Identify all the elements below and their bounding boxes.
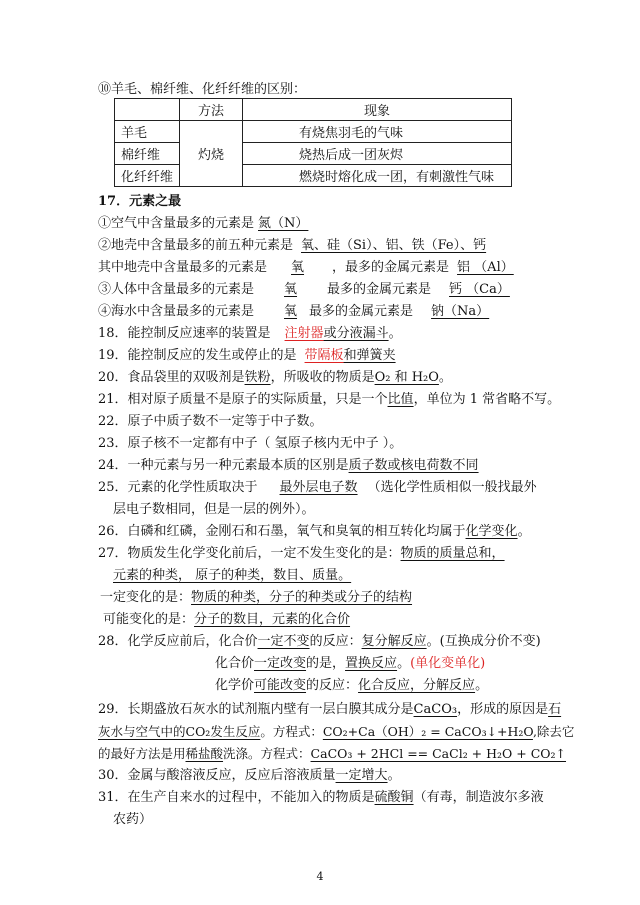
table-cell: 化纤纤维 [115, 165, 180, 187]
table-cell: 烧热后成一团灰烬 [243, 143, 512, 165]
table-header-cell [115, 99, 180, 121]
item-18: 18．能控制反应速率的装置是 注射器或分液漏斗。 [98, 326, 402, 341]
item-28-line3: 化学价可能改变的反应：化合反应，分解反应。 [215, 678, 489, 693]
table-row [115, 121, 512, 143]
item-31: 31．在生产自来水的过程中，不能加入的物质是硫酸铜（有毒，制造波尔多液 [98, 790, 544, 805]
item-28: 28．化学反应前后，化合价一定不变的反应：复分解反应。(互换成分价不变) [98, 634, 541, 649]
item-25: 25．元素的化学性质取决于 最外层电子数 （选化学性质相似一般找最外 [98, 480, 537, 495]
item-29-line3: 的最好方法是用稀盐酸洗涤。方程式：CaCO₃ + 2HCl == CaCl₂ + H₂O + CO₂↑ [98, 746, 567, 761]
table-cell: 燃烧时熔化成一团，有刺激性气味 [243, 165, 512, 187]
line-17-1: ①空气中含量最多的元素是 氮（N） [98, 216, 309, 231]
item-22: 22．原子中质子数不一定等于中子数。 [98, 414, 323, 429]
item-28-line2: 化合价一定改变的是，置换反应。(单化变单化) [215, 656, 486, 671]
item-23: 23．原子核不一定都有中子（ 氢原子核内无中子 ）。 [98, 436, 403, 451]
table-row [115, 143, 512, 165]
table-header-cell: 方法 [180, 99, 243, 121]
item-29: 29．长期盛放石灰水的试剂瓶内壁有一层白膜其成分是CaCO₃，形成的原因是石 [98, 702, 562, 717]
fiber-table [114, 98, 512, 187]
table-cell: 棉纤维 [115, 143, 180, 165]
item-20: 20．食品袋里的双吸剂是铁粉，所吸收的物质是O₂ 和 H₂O。 [98, 370, 452, 385]
item-26: 26．白磷和红磷，金刚石和石墨，氧气和臭氧的相互转化均属于化学变化。 [98, 524, 531, 539]
table-header-row [115, 99, 512, 121]
line-17-4: ③人体中含量最多的元素是 氧 最多的金属元素是 钙 （Ca） [98, 282, 510, 297]
line-17-3: 其中地壳中含量最多的元素是 氧 ，最多的金属元素是 铝 （Al） [98, 260, 514, 275]
item-21: 21．相对原子质量不是原子的实际质量，只是一个比值，单位为 1 常省略不写。 [98, 392, 561, 407]
table-header-cell: 现象 [243, 99, 512, 121]
section-17-title: 17．元素之最 [98, 194, 182, 209]
item-31-cont: 农药） [113, 812, 153, 827]
table-cell-method: 灼烧 [180, 121, 243, 187]
page-number: 4 [316, 870, 324, 883]
item-25-cont: 层电子数相同，但是一层的例外）。 [113, 502, 315, 517]
item-27-may-change: 可能变化的是：分子的数目，元素的化合价 [103, 612, 351, 627]
item-27-cont: 元素的种类， 原子的种类，数目、质量。 [113, 568, 352, 583]
table-cell: 羊毛 [115, 121, 180, 143]
item-27: 27．物质发生化学变化前后，一定不发生变化的是：物质的质量总和， [98, 546, 505, 561]
item-24: 24．一种元素与另一种元素最本质的区别是质子数或核电荷数不同 [98, 458, 479, 473]
line-17-5: ④海水中含量最多的元素是 氧 最多的金属元素是 钠（Na） [98, 304, 490, 319]
item-30: 30．金属与酸溶液反应，反应后溶液质量一定增大。 [98, 768, 401, 783]
line-17-2: ②地壳中含量最多的前五种元素是 氧、硅（Si）、铝、铁（Fe）、钙 [98, 238, 487, 253]
item-27-must-change: 一定变化的是：物质的种类，分子的种类或分子的结构 [100, 590, 413, 605]
table-row [115, 165, 512, 187]
item-19: 19．能控制反应的发生或停止的是 带隔板和弹簧夹 [98, 348, 396, 363]
item-29-line2: 灰水与空气中的CO₂发生反应。方程式：CO₂+Ca（OH）₂ = CaCO₃↓+H₂O,除去它 [98, 724, 575, 739]
fiber-heading: ⑩羊毛、棉纤维、化纤纤维的区别： [98, 82, 307, 97]
table-cell: 有烧焦羽毛的气味 [243, 121, 512, 143]
